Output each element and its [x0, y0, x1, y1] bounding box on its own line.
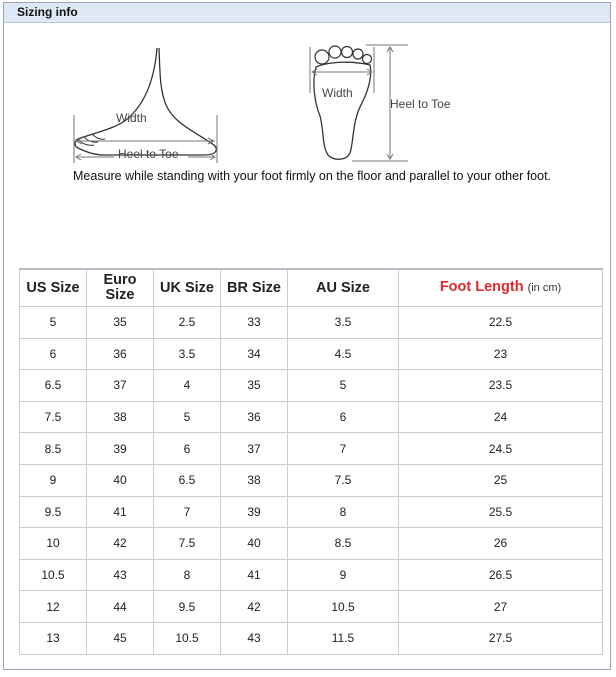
table-row	[20, 307, 603, 339]
euro-size-cell: 41	[87, 496, 154, 528]
table-row	[20, 338, 603, 370]
foot-length-cell: 24	[399, 401, 603, 433]
sizing-info-panel	[3, 2, 611, 670]
us-size-cell: 10.5	[20, 559, 87, 591]
euro-size-cell: 36	[87, 338, 154, 370]
table-row	[20, 528, 603, 560]
uk-size-cell: 2.5	[154, 307, 221, 339]
uk-size-cell: 6	[154, 433, 221, 465]
br-size-cell: 33	[221, 307, 288, 339]
euro-size-cell: 42	[87, 528, 154, 560]
uk-size-cell: 7	[154, 496, 221, 528]
au-size-cell: 7.5	[288, 464, 399, 496]
header-foot-length-unit: (in cm)	[527, 282, 562, 294]
au-size-cell: 8.5	[288, 528, 399, 560]
table-row	[20, 559, 603, 591]
uk-size-cell: 4	[154, 370, 221, 402]
us-size-cell: 7.5	[20, 401, 87, 433]
table-header-row	[20, 269, 603, 307]
table-row	[20, 370, 603, 402]
au-size-cell: 6	[288, 401, 399, 433]
us-size-cell: 12	[20, 591, 87, 623]
us-size-cell: 13	[20, 622, 87, 654]
au-size-cell: 10.5	[288, 591, 399, 623]
euro-size-cell: 35	[87, 307, 154, 339]
size-chart-table	[19, 268, 603, 655]
table-row	[20, 591, 603, 623]
uk-size-cell: 6.5	[154, 464, 221, 496]
foot-length-cell: 27	[399, 591, 603, 623]
us-size-cell: 9	[20, 464, 87, 496]
header-euro-size	[87, 269, 154, 307]
header-foot-length	[399, 269, 603, 307]
euro-size-cell: 40	[87, 464, 154, 496]
br-size-cell: 36	[221, 401, 288, 433]
au-size-cell: 4.5	[288, 338, 399, 370]
au-size-cell: 7	[288, 433, 399, 465]
br-size-cell: 40	[221, 528, 288, 560]
header-us-size: US Size	[20, 269, 87, 307]
table-row	[20, 622, 603, 654]
br-size-cell: 39	[221, 496, 288, 528]
au-size-cell: 9	[288, 559, 399, 591]
us-size-cell: 10	[20, 528, 87, 560]
uk-size-cell: 9.5	[154, 591, 221, 623]
uk-size-cell: 8	[154, 559, 221, 591]
br-size-cell: 41	[221, 559, 288, 591]
br-size-cell: 35	[221, 370, 288, 402]
br-size-cell: 37	[221, 433, 288, 465]
measure-instruction: Measure while standing with your foot firmly on the floor and parallel to your other foot.	[73, 169, 552, 183]
br-size-cell: 43	[221, 622, 288, 654]
header-br-size: BR Size	[221, 269, 288, 307]
uk-size-cell: 10.5	[154, 622, 221, 654]
br-size-cell: 42	[221, 591, 288, 623]
table-row	[20, 401, 603, 433]
us-size-cell: 5	[20, 307, 87, 339]
au-size-cell: 8	[288, 496, 399, 528]
foot-length-cell: 24.5	[399, 433, 603, 465]
table-row	[20, 433, 603, 465]
panel-title: Sizing info	[4, 3, 610, 23]
uk-size-cell: 7.5	[154, 528, 221, 560]
br-size-cell: 38	[221, 464, 288, 496]
measure-diagram	[4, 23, 610, 263]
sole-heel-to-toe-label: Heel to Toe	[390, 97, 451, 111]
header-uk-size: UK Size	[154, 269, 221, 307]
euro-size-cell: 43	[87, 559, 154, 591]
table-row	[20, 464, 603, 496]
euro-size-cell: 39	[87, 433, 154, 465]
br-size-cell: 34	[221, 338, 288, 370]
au-size-cell: 11.5	[288, 622, 399, 654]
foot-length-cell: 26	[399, 528, 603, 560]
side-width-label: Width	[116, 111, 147, 125]
foot-length-cell: 26.5	[399, 559, 603, 591]
us-size-cell: 9.5	[20, 496, 87, 528]
euro-size-cell: 45	[87, 622, 154, 654]
foot-length-cell: 23	[399, 338, 603, 370]
au-size-cell: 3.5	[288, 307, 399, 339]
au-size-cell: 5	[288, 370, 399, 402]
uk-size-cell: 5	[154, 401, 221, 433]
us-size-cell: 6.5	[20, 370, 87, 402]
foot-length-cell: 25.5	[399, 496, 603, 528]
header-euro-size-label: Euro Size	[103, 272, 137, 303]
size-chart-body	[20, 307, 603, 655]
us-size-cell: 6	[20, 338, 87, 370]
foot-length-cell: 23.5	[399, 370, 603, 402]
foot-length-cell: 27.5	[399, 622, 603, 654]
uk-size-cell: 3.5	[154, 338, 221, 370]
sole-width-label: Width	[322, 86, 353, 100]
us-size-cell: 8.5	[20, 433, 87, 465]
table-row	[20, 496, 603, 528]
euro-size-cell: 37	[87, 370, 154, 402]
euro-size-cell: 38	[87, 401, 154, 433]
foot-length-cell: 22.5	[399, 307, 603, 339]
euro-size-cell: 44	[87, 591, 154, 623]
header-au-size: AU Size	[288, 269, 399, 307]
header-foot-length-label: Foot Length	[439, 279, 524, 295]
side-heel-to-toe-label: Heel to Toe	[118, 147, 179, 161]
foot-length-cell: 25	[399, 464, 603, 496]
